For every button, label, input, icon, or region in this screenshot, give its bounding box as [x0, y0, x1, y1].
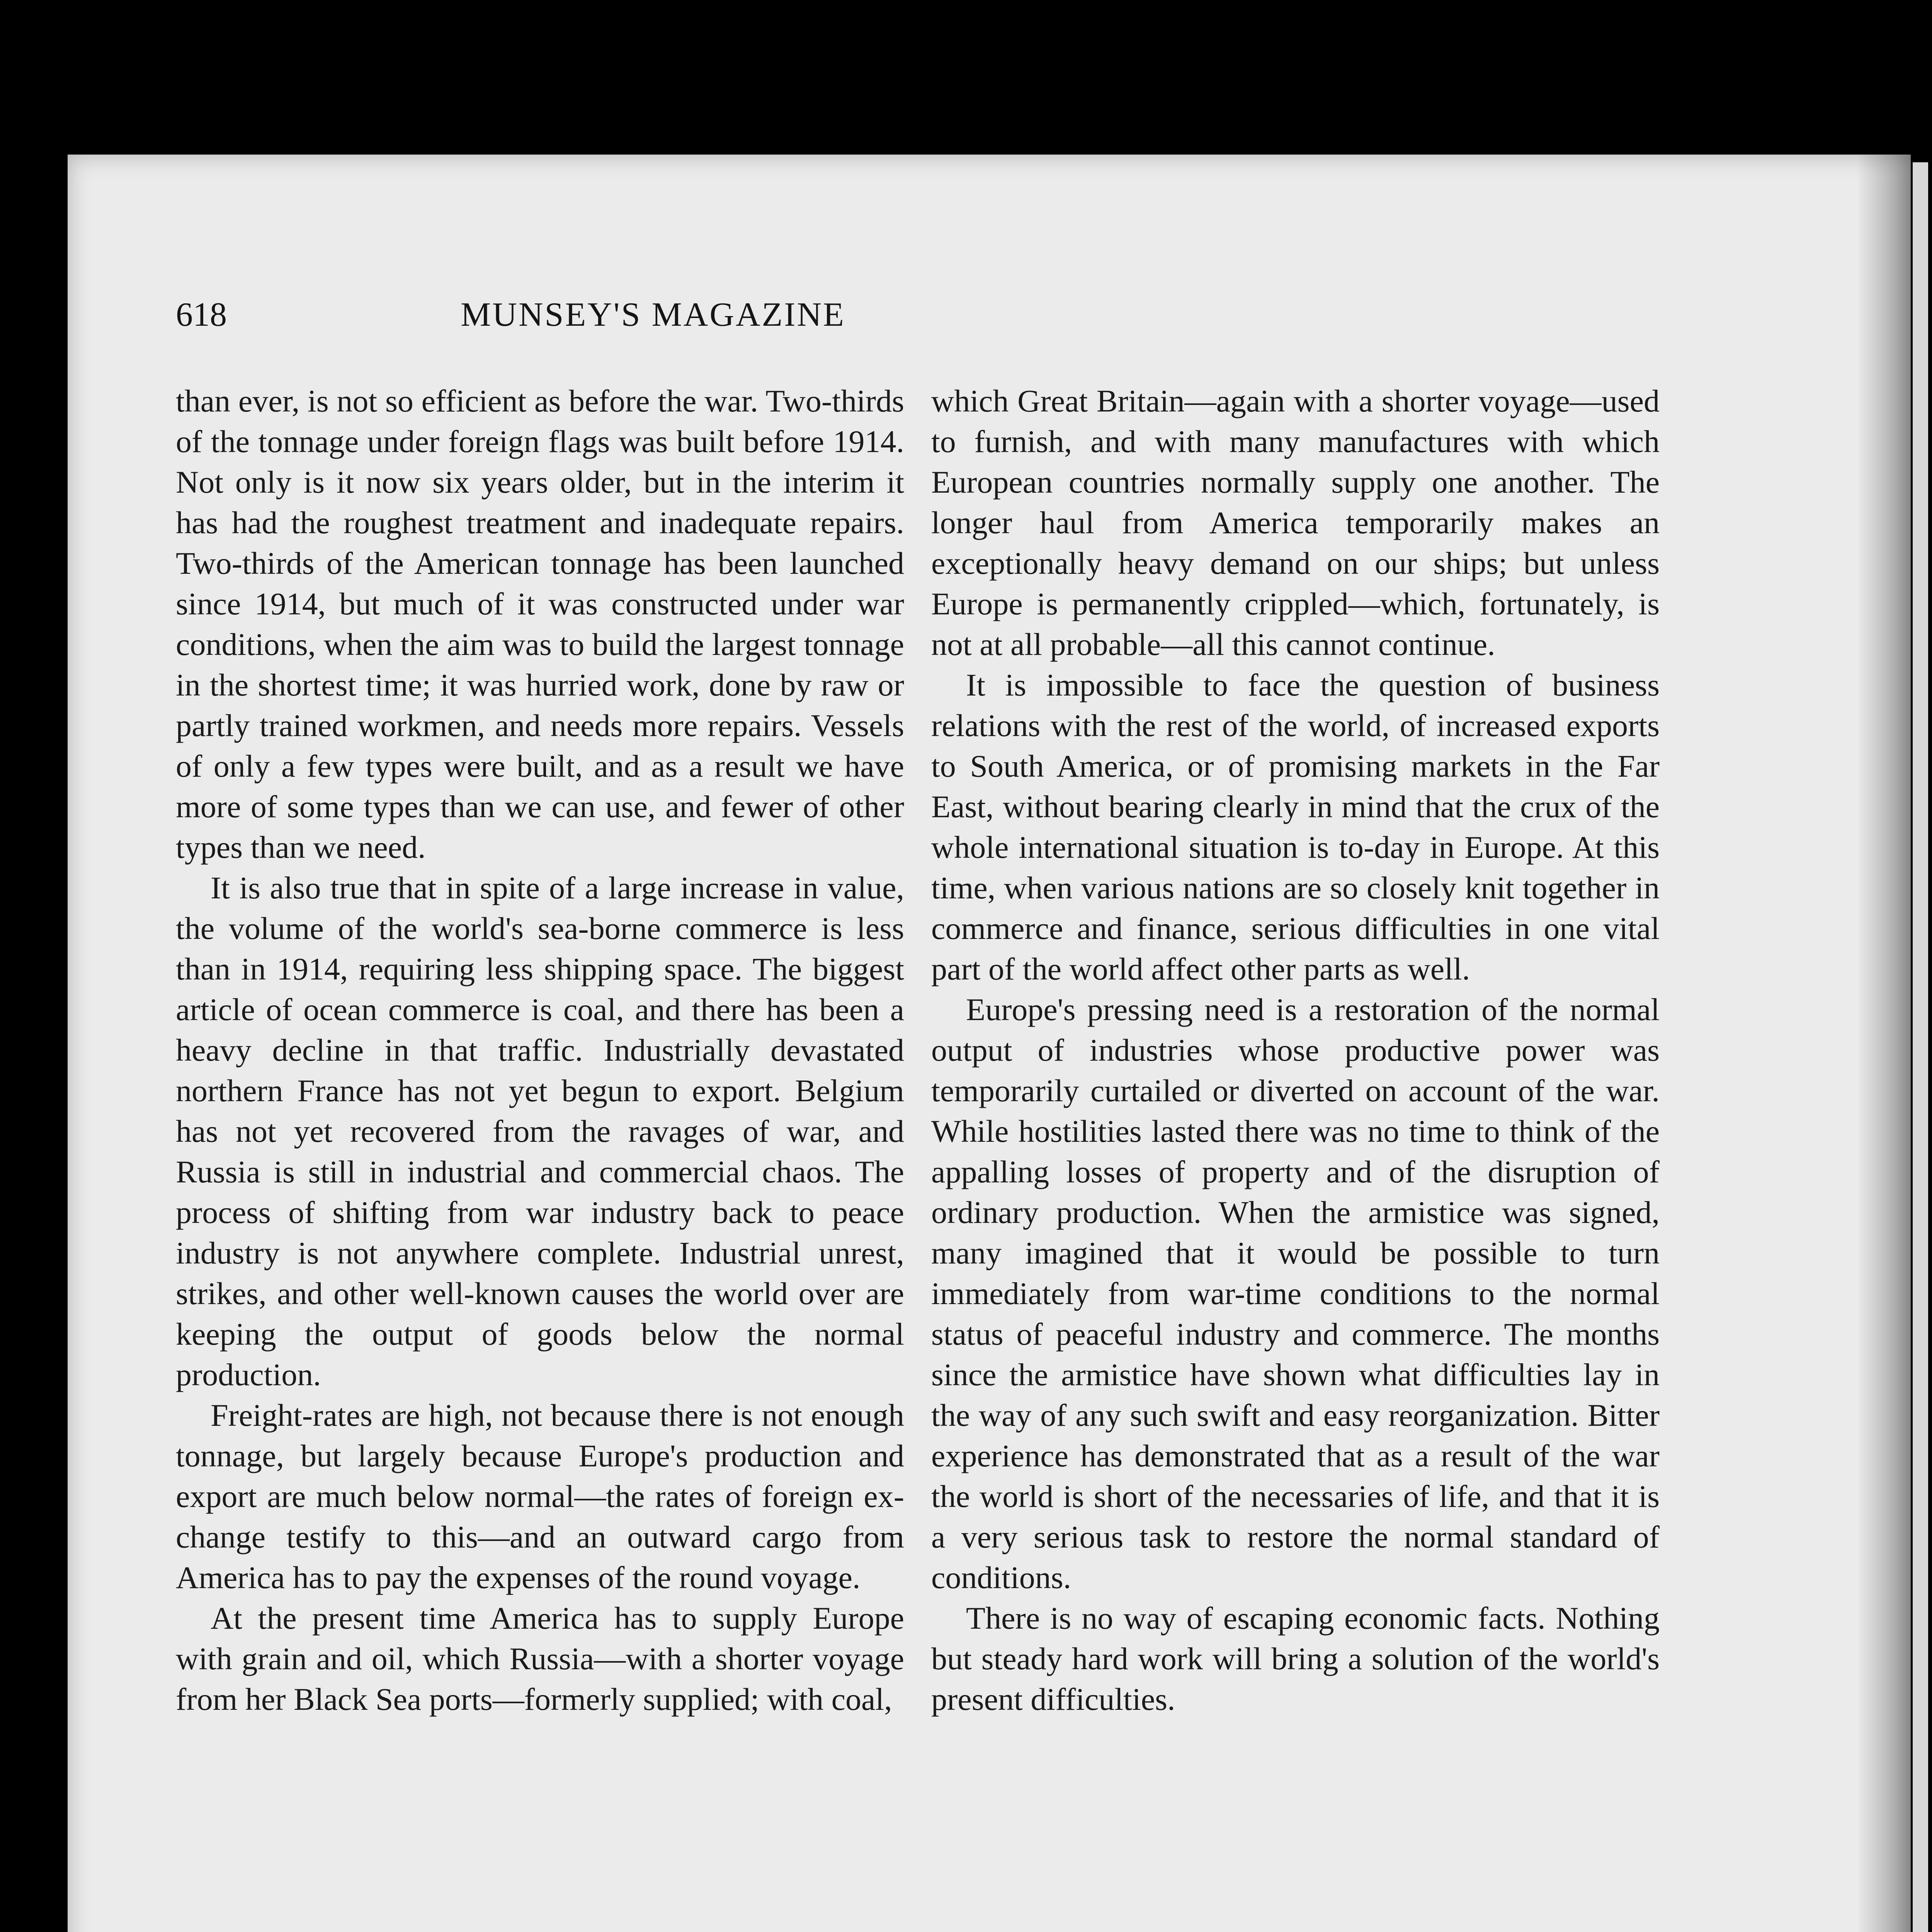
magazine-title: MUNSEY'S MAGAZINE: [461, 296, 845, 333]
article-right-column: [931, 381, 1660, 1719]
article-paragraph: which Great Britain—again with a shorter voyage—used to furnish, and with many manufactures with which European countries normally supply one another. The longer haul from America temporarily makes an exceptionally heavy demand on our ships; but unless Europe is permanently crippled—which, fortunately, is not at all probable—all this cannot continue.: [931, 383, 1660, 662]
page-number: 618: [176, 296, 227, 333]
article-paragraph: Europe's pressing need is a restoration of the normal output of industries whose productive power was temporarily curtailed or diverted on account of the war. While hostilities lasted there was no time to think of the appalling losses of property and of the disruption of ordinary production. When the armistice was signed, many imagined that it would be possible to turn immediately from war-time conditions to the normal status of peaceful industry and commerce. The months since the armistice have shown what difficulties lay in the way of any such swift and easy reorganization. Bitter experience has demonstrated that as a result of the war the world is short of the necessaries of life, and that it is a very serious task to restore the normal standard of conditions.: [931, 992, 1660, 1595]
article-paragraph: than ever, is not so efficient as before the war. Two-thirds of the tonnage under foreign flags was built before 1914. Not only is it now six years older, but in the interim it has had the roughest treatment and inadequate repairs. Two-thirds of the American tonnage has been launched since 1914, but much of it was constructed under war conditions, when the aim was to build the largest tonnage in the shortest time; it was hurried work, done by raw or partly trained workmen, and needs more repairs. Vessels of only a few types were built, and as a result we have more of some types than we can use, and fewer of other types than we need.: [176, 383, 904, 865]
running-head: [106, 294, 1200, 336]
article-left-column: [176, 381, 904, 1719]
article-paragraph: There is no way of escaping economic facts. Nothing but steady hard work will bring a solution of the world's present difficulties.: [931, 1600, 1660, 1717]
article-paragraph: Freight-rates are high, not because there is not enough tonnage, but largely because Europe's production and export are much below normal—the rates of foreign exchange testify to this—and an outward cargo from America has to pay the expenses of the round voyage.: [176, 1398, 904, 1595]
article-paragraph: At the present time America has to supply Europe with grain and oil, which Russia—with a shorter voyage from her Black Sea ports—formerly supplied; with coal,: [176, 1600, 904, 1717]
article-paragraph: It is also true that in spite of a large increase in value, the volume of the world's sea-borne commerce is less than in 1914, requiring less shipping space. The biggest article of ocean commerce is coal, and there has been a heavy decline in that traffic. Industrially devastated northern France has not yet begun to export. Belgium has not yet recovered from the ravages of war, and Russia is still in industrial and commercial chaos. The process of shifting from war industry back to peace industry is not anywhere complete. Industrial unrest, strikes, and other well-known causes the world over are keeping the output of goods below the normal production.: [176, 870, 904, 1392]
article-paragraph: It is impossible to face the question of business relations with the rest of the world, of increased exports to South America, or of promising markets in the Far East, without bearing clearly in mind that the crux of the whole international situation is to-day in Europe. At this time, when various nations are so closely knit together in commerce and finance, serious difficulties in one vital part of the world affect other parts as well.: [931, 667, 1660, 986]
facing-page-edge: [1913, 162, 1928, 1932]
